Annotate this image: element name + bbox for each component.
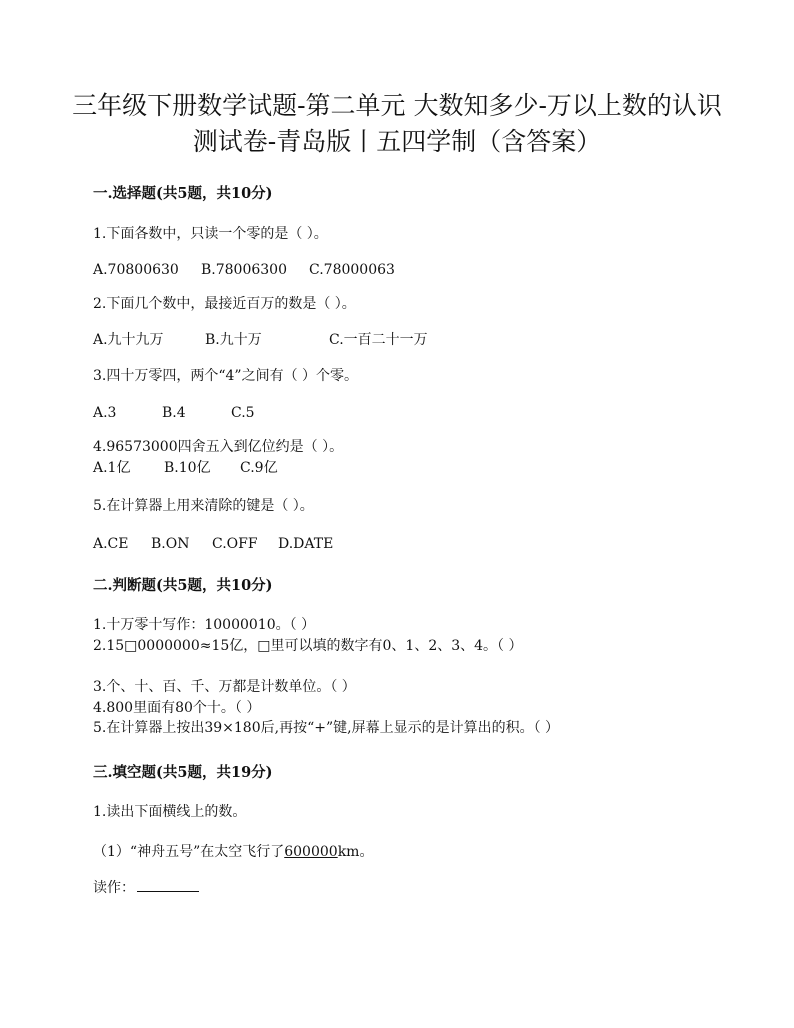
fill-question-1-sub-1 — [93, 842, 373, 862]
section-heading-choice: 一.选择题(共5题，共10分) — [93, 185, 273, 202]
judge-item-2: 2.15□0000000≈15亿，□里可以填的数字有0、1、2、3、4。（ ） — [93, 638, 523, 654]
option: A.九十九万 — [93, 332, 164, 348]
judge-item-3: 3.个、十、百、千、万都是计数单位。（ ） — [93, 679, 356, 695]
page-title-line-1: 三年级下册数学试题-第二单元 大数知多少-万以上数的认识 — [72, 91, 722, 120]
section-heading-judge: 二.判断题(共5题，共10分) — [93, 577, 273, 594]
option: C.5 — [231, 405, 255, 421]
choice-options-2 — [93, 330, 428, 350]
choice-options-4 — [93, 458, 278, 478]
choice-options-1 — [93, 260, 395, 280]
choice-question-4: 4.96573000四舍五入到亿位约是（ ）。 — [93, 439, 344, 455]
judge-item-1: 1.十万零十写作：10000010。（ ） — [93, 617, 316, 633]
choice-question-2: 2.下面几个数中，最接近百万的数是（ ）。 — [93, 296, 356, 312]
fill-sub-prefix: （1）“神舟五号”在太空飞行了 — [93, 844, 285, 860]
option: A.CE — [93, 536, 129, 552]
option: C.9亿 — [240, 460, 278, 476]
judge-item-4: 4.800里面有80个十。（ ） — [93, 700, 261, 716]
choice-question-5: 5.在计算器上用来清除的键是（ ）。 — [93, 498, 314, 514]
judge-item-5: 5.在计算器上按出39×180后,再按“+”键,屏幕上显示的是计算出的积。（ ） — [93, 720, 560, 736]
read-as-line — [93, 877, 199, 898]
option: C.一百二十一万 — [329, 332, 428, 348]
choice-options-5 — [93, 534, 333, 554]
fill-question-1: 1.读出下面横线上的数。 — [93, 804, 247, 820]
option: B.78006300 — [201, 262, 287, 278]
option: A.70800630 — [93, 262, 179, 278]
option: B.4 — [162, 405, 186, 421]
option: B.九十万 — [205, 332, 262, 348]
option: B.ON — [151, 536, 190, 552]
option: C.OFF — [212, 536, 258, 552]
choice-options-3 — [93, 403, 255, 423]
page-title-line-2: 测试卷-青岛版丨五四学制（含答案） — [192, 127, 602, 156]
choice-question-3: 3.四十万零四，两个“4”之间有（ ）个零。 — [93, 368, 359, 384]
section-heading-fill: 三.填空题(共5题，共19分) — [93, 764, 273, 781]
option: A.1亿 — [93, 460, 131, 476]
option: C.78000063 — [309, 262, 395, 278]
underlined-number: 600000 — [284, 844, 338, 860]
option: D.DATE — [278, 536, 334, 552]
read-label: 读作： — [93, 880, 135, 896]
option: B.10亿 — [164, 460, 211, 476]
fill-sub-suffix: km。 — [337, 844, 374, 860]
choice-question-1: 1.下面各数中，只读一个零的是（ ）。 — [93, 226, 328, 242]
answer-blank[interactable] — [137, 877, 199, 892]
option: A.3 — [93, 405, 117, 421]
